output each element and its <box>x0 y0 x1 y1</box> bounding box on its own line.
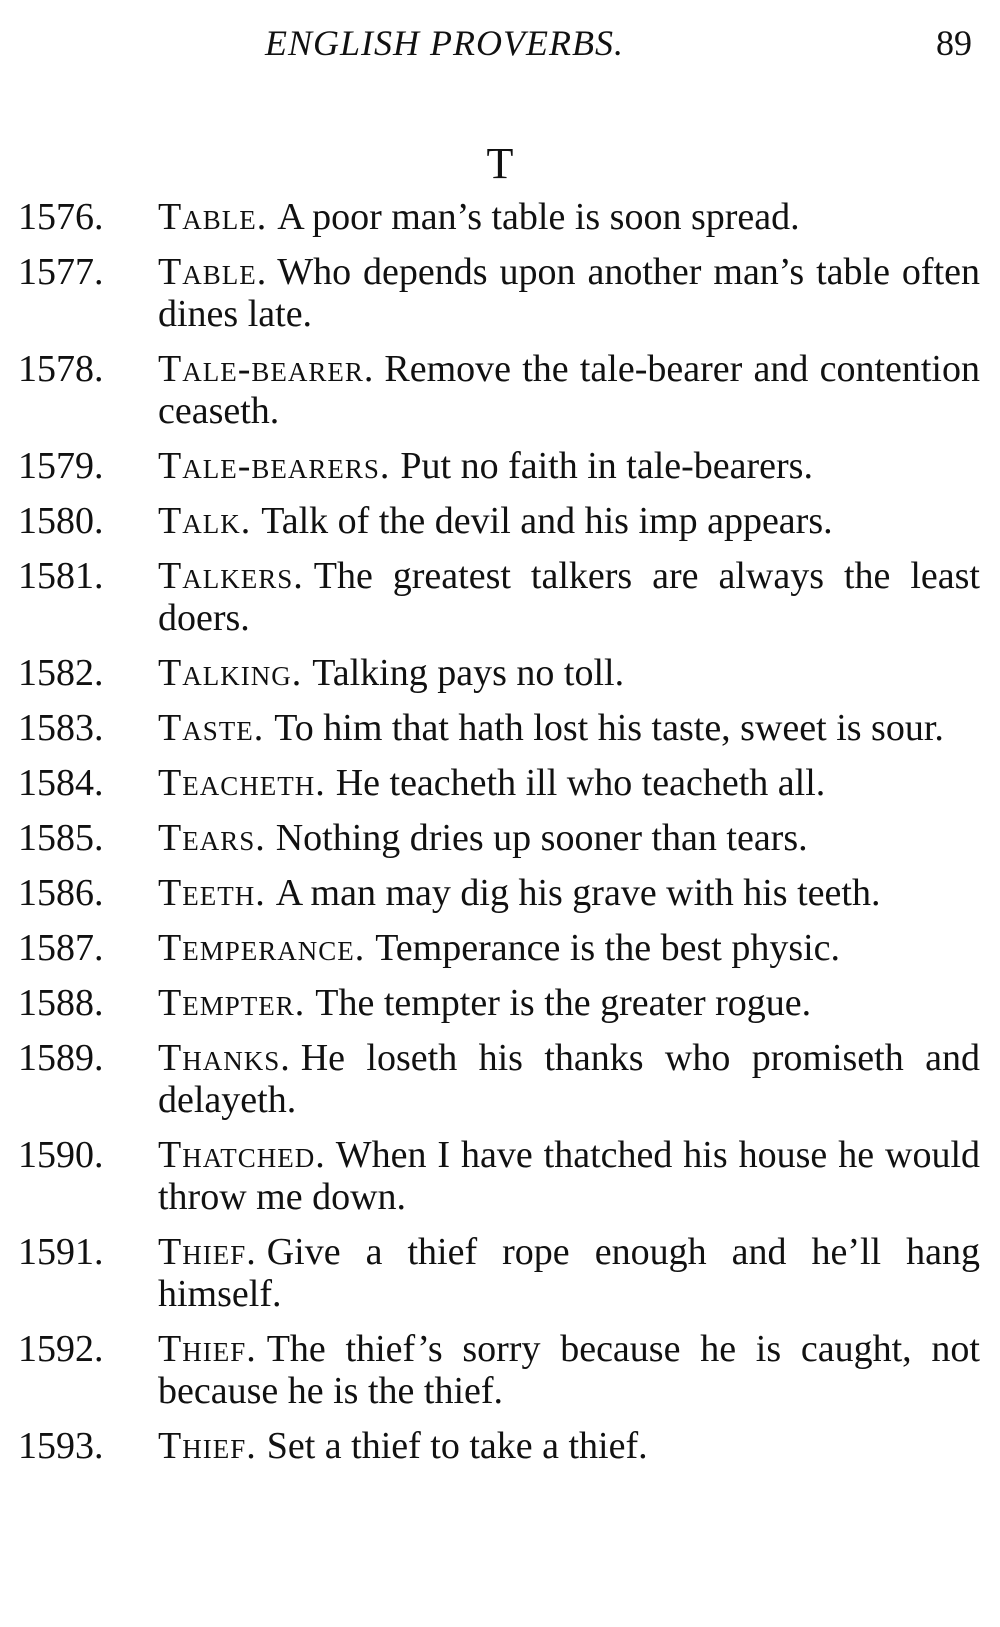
entry-text: Give a thief rope enough and he’ll hang himself. <box>158 1231 980 1315</box>
proverb-entry <box>18 1328 980 1412</box>
entry-number: 1581. <box>18 555 104 597</box>
entry-keyword: Tempter. <box>158 982 306 1024</box>
proverb-entry <box>18 1037 980 1121</box>
entry-number: 1588. <box>18 982 104 1024</box>
entry-keyword: Table. <box>158 251 268 293</box>
entry-text: The tempter is the greater rogue. <box>315 982 812 1024</box>
proverb-entry <box>18 500 980 542</box>
entry-number: 1586. <box>18 872 104 914</box>
proverb-entry <box>18 196 980 238</box>
entry-text: He teacheth ill who teacheth all. <box>335 762 826 804</box>
proverb-entry <box>18 555 980 639</box>
proverb-entry <box>18 982 980 1024</box>
proverb-entry <box>18 652 980 694</box>
proverb-entry <box>18 762 980 804</box>
entry-keyword: Talk. <box>158 500 252 542</box>
entry-text: Put no faith in tale-bearers. <box>400 445 813 487</box>
proverb-list <box>18 196 980 1480</box>
entry-text: The thief’s sorry because he is caught, not because he is the thief. <box>158 1328 980 1412</box>
entry-text: A poor man’s table is soon spread. <box>277 196 800 238</box>
page-number: 89 <box>936 23 972 63</box>
entry-text: Remove the tale-bearer and contention ceaseth. <box>158 348 980 432</box>
entry-text: Talking pays no toll. <box>312 652 625 694</box>
proverb-entry <box>18 1231 980 1315</box>
entry-keyword: Tears. <box>158 817 266 859</box>
entry-number: 1590. <box>18 1134 104 1176</box>
proverb-entry <box>18 1134 980 1218</box>
proverb-entry <box>18 707 980 749</box>
proverb-entry <box>18 927 980 969</box>
entry-keyword: Thief. <box>158 1328 257 1370</box>
proverb-entry <box>18 445 980 487</box>
section-letter: T <box>486 139 514 188</box>
running-title: ENGLISH PROVERBS. <box>265 23 624 63</box>
entry-number: 1583. <box>18 707 104 749</box>
entry-number: 1576. <box>18 196 104 238</box>
entry-number: 1579. <box>18 445 104 487</box>
entry-number: 1584. <box>18 762 104 804</box>
entry-keyword: Thanks. <box>158 1037 291 1079</box>
proverb-entry <box>18 817 980 859</box>
entry-text: The greatest talkers are always the least doers. <box>158 555 980 639</box>
entry-keyword: Talkers. <box>158 555 304 597</box>
proverb-entry <box>18 1425 980 1467</box>
entry-number: 1578. <box>18 348 104 390</box>
entry-keyword: Thief. <box>158 1231 257 1273</box>
entry-text: Who depends upon another man’s table often dines late. <box>158 251 980 335</box>
entry-number: 1587. <box>18 927 104 969</box>
entry-number: 1592. <box>18 1328 104 1370</box>
entry-keyword: Thatched. <box>158 1134 326 1176</box>
proverb-entry <box>18 348 980 432</box>
running-head <box>0 22 1000 70</box>
entry-number: 1591. <box>18 1231 104 1273</box>
proverb-entry <box>18 251 980 335</box>
entry-keyword: Table. <box>158 196 268 238</box>
entry-keyword: Taste. <box>158 707 265 749</box>
entry-text: Talk of the devil and his imp appears. <box>261 500 833 542</box>
entry-number: 1580. <box>18 500 104 542</box>
entry-keyword: Teeth. <box>158 872 266 914</box>
entry-keyword: Temperance. <box>158 927 366 969</box>
proverb-entry <box>18 872 980 914</box>
entry-number: 1593. <box>18 1425 104 1467</box>
entry-text: Temperance is the best physic. <box>375 927 841 969</box>
entry-text: A man may dig his grave with his teeth. <box>275 872 881 914</box>
entry-text: To him that hath lost his taste, sweet is sour. <box>274 707 944 749</box>
entry-text: Set a thief to take a thief. <box>266 1425 648 1467</box>
entry-text: When I have thatched his house he would throw me down. <box>158 1134 980 1218</box>
entry-text: He loseth his thanks who promiseth and delayeth. <box>158 1037 980 1121</box>
entry-keyword: Thief. <box>158 1425 257 1467</box>
entry-keyword: Teacheth. <box>158 762 326 804</box>
entry-keyword: Tale-bearers. <box>158 445 391 487</box>
entry-text: Nothing dries up sooner than tears. <box>275 817 808 859</box>
entry-keyword: Talking. <box>158 652 303 694</box>
entry-number: 1589. <box>18 1037 104 1079</box>
entry-number: 1577. <box>18 251 104 293</box>
entry-keyword: Tale-bearer. <box>158 348 375 390</box>
entry-number: 1585. <box>18 817 104 859</box>
entry-number: 1582. <box>18 652 104 694</box>
